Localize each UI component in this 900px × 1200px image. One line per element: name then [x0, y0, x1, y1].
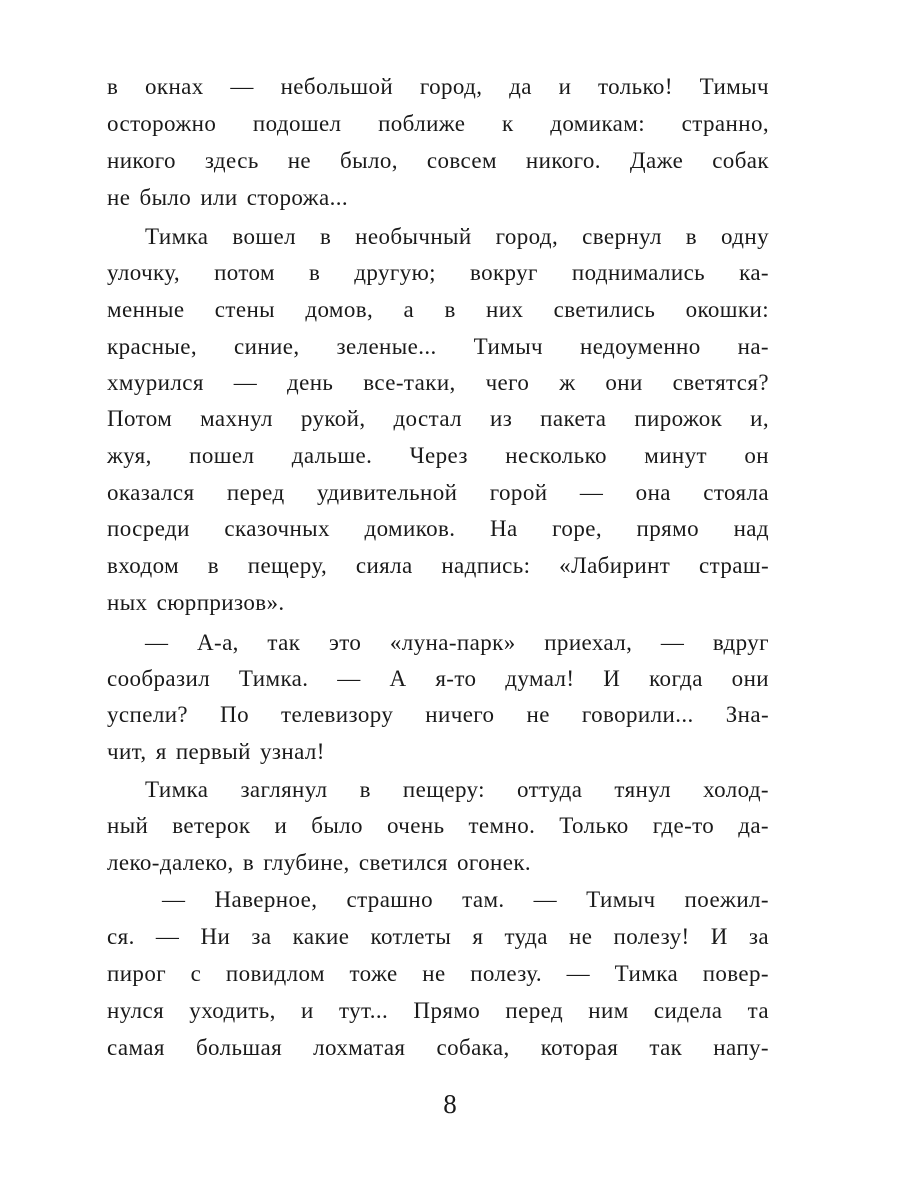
page-number: 8: [443, 1089, 457, 1119]
text-line: менные стены домов, а в них светились окошки:: [107, 297, 769, 322]
text-line: сообразил Тимка. — А я-то думал! И когда они: [107, 666, 769, 691]
text-line: — А-а, так это «луна-парк» приехал, — вдруг: [145, 630, 769, 655]
text-line: ных сюрпризов».: [107, 590, 285, 615]
text-line: — Наверное, страшно там. — Тимыч поежил-: [162, 887, 769, 912]
text-line: нулся уходить, и тут... Прямо перед ним сидела та: [107, 998, 769, 1023]
text-line: леко-далеко, в глубине, светился огонек.: [107, 850, 532, 875]
text-line: никого здесь не было, совсем никого. Даже собак: [107, 148, 769, 173]
text-line: посреди сказочных домиков. На горе, прямо над: [107, 516, 769, 541]
text-line: Потом махнул рукой, достал из пакета пирожок и,: [107, 406, 769, 431]
text-line: успели? По телевизору ничего не говорили... Зна-: [107, 702, 769, 727]
text-line: чит, я первый узнал!: [107, 739, 325, 764]
text-line: красные, синие, зеленые... Тимыч недоуменно на-: [107, 334, 769, 359]
text-line: Тимка заглянул в пещеру: оттуда тянул холод-: [145, 777, 769, 802]
text-line: ный ветерок и было очень темно. Только где-то да-: [107, 813, 769, 838]
text-line: осторожно подошел поближе к домикам: странно,: [107, 111, 769, 136]
text-line: улочку, потом в другую; вокруг поднимались ка-: [107, 260, 769, 285]
text-line: самая большая лохматая собака, которая так напу-: [107, 1035, 769, 1060]
text-line: жуя, пошел дальше. Через несколько минут он: [107, 443, 769, 468]
text-line: пирог с повидлом тоже не полезу. — Тимка повер-: [107, 961, 769, 986]
text-line: входом в пещеру, сияла надпись: «Лабиринт страш-: [107, 553, 769, 578]
text-line: не было или сторожа...: [107, 185, 349, 210]
text-line: оказался перед удивительной горой — она стояла: [107, 480, 769, 505]
text-line: ся. — Ни за какие котлеты я туда не полезу! И за: [107, 924, 769, 949]
text-line: в окнах — небольшой город, да и только! Тимыч: [107, 74, 769, 99]
text-line: хмурился — день все-таки, чего ж они светятся?: [107, 370, 769, 395]
text-line: Тимка вошел в необычный город, свернул в одну: [145, 224, 769, 249]
